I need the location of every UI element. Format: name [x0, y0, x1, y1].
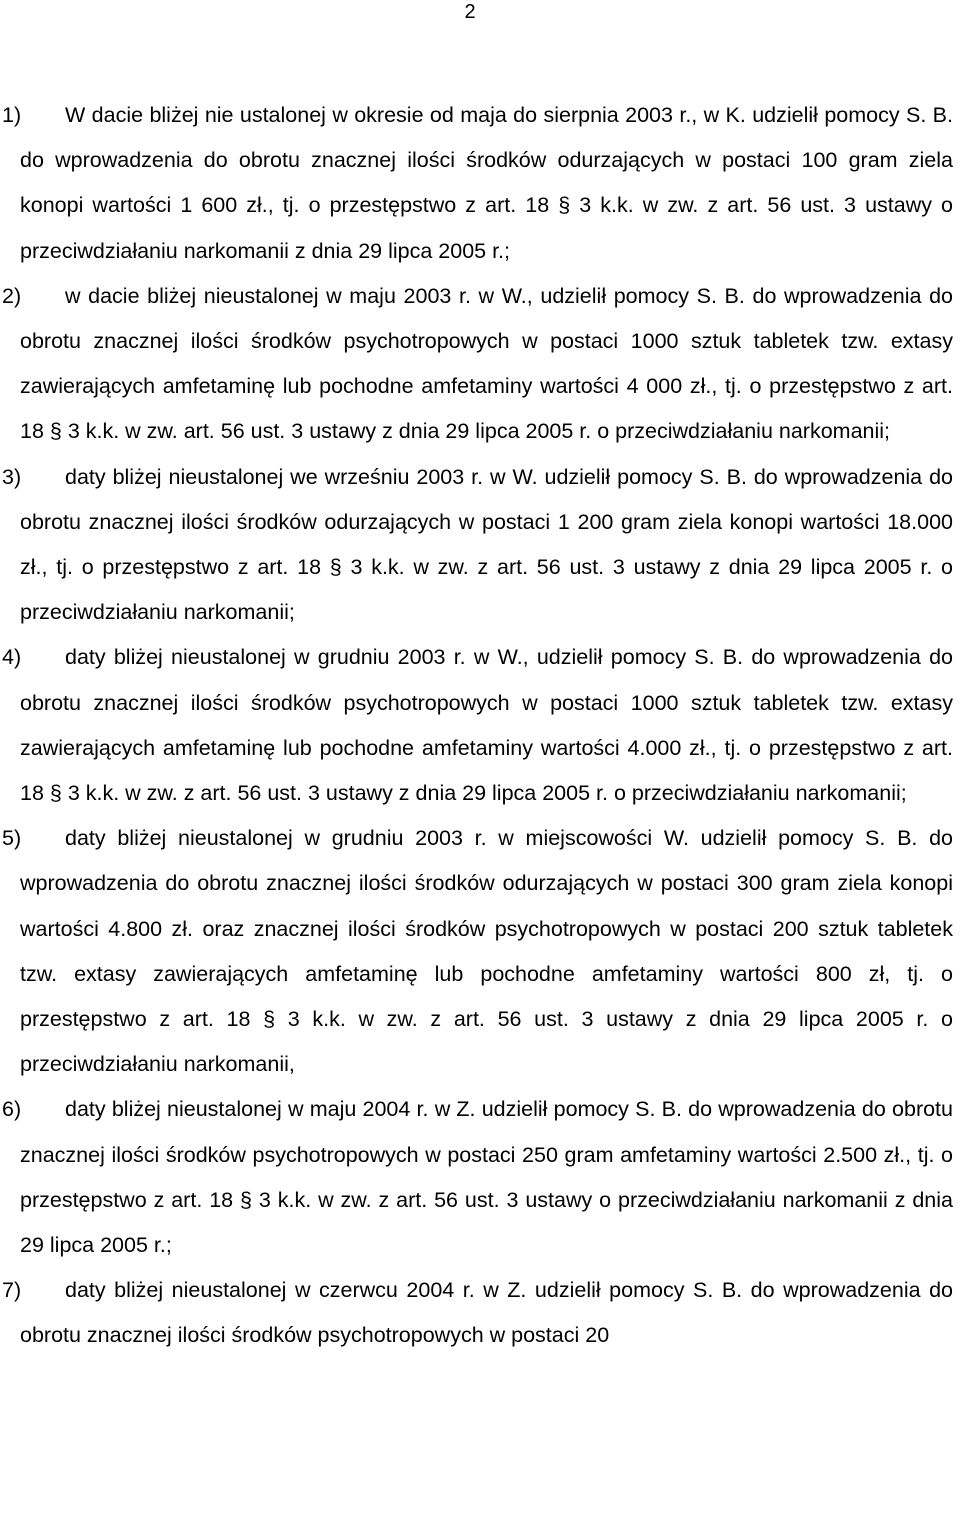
list-item	[2, 1268, 953, 1358]
list-item-text: daty bliżej nieustalonej w grudniu 2003 r. w W., udzielił pomocy S. B. do wprowadzenia do obrotu znacznej ilości środków psychotropowych w postaci 1000 sztuk tabletek tzw. extasy zawierających amfetaminę lub pochodne amfetaminy wartości 4.000 zł., tj. o przestępstwo z art. 18 § 3 k.k. w zw. z art. 56 ust. 3 ustawy z dnia 29 lipca 2005 r. o przeciwdziałaniu narkomanii;	[20, 645, 953, 806]
list-item	[2, 455, 953, 636]
list-item-number: 7)	[2, 1278, 22, 1303]
list-item-number: 6)	[2, 1097, 22, 1122]
list-item-text: daty bliżej nieustalonej w czerwcu 2004 r. w Z. udzielił pomocy S. B. do wprowadzenia do obrotu znacznej ilości środków psychotropowych w postaci 20	[20, 1278, 953, 1348]
page-number: 2	[464, 1, 476, 23]
list-item-text: w dacie bliżej nieustalonej w maju 2003 r. w W., udzielił pomocy S. B. do wprowadzenia do obrotu znacznej ilości środków psychotropowych w postaci 1000 sztuk tabletek tzw. extasy zawierających amfetaminę lub pochodne amfetaminy wartości 4 000 zł., tj. o przestępstwo z art. 18 § 3 k.k. w zw. art. 56 ust. 3 ustawy z dnia 29 lipca 2005 r. o przeciwdziałaniu narkomanii;	[20, 283, 953, 444]
list-item-number: 5)	[2, 826, 22, 851]
list-item	[2, 1087, 953, 1268]
list-item	[2, 635, 953, 816]
list-item-text: daty bliżej nieustalonej w grudniu 2003 r. w miejscowości W. udzielił pomocy S. B. do wprowadzenia do obrotu znacznej ilości środków odurzających w postaci 300 gram ziela konopi wartości 4.800 zł. oraz znacznej ilości środków psychotropowych w postaci 200 sztuk tabletek tzw. extasy zawierających amfetaminę lub pochodne amfetaminy wartości 800 zł, tj. o przestępstwo z art. 18 § 3 k.k. w zw. z art. 56 ust. 3 ustawy z dnia 29 lipca 2005 r. o przeciwdziałaniu narkomanii,	[20, 826, 953, 1077]
list-item-number: 1)	[2, 103, 22, 127]
document-body	[2, 93, 953, 1359]
list-item-number: 4)	[2, 645, 22, 670]
list-item-text: daty bliżej nieustalonej w maju 2004 r. w Z. udzielił pomocy S. B. do wprowadzenia do obrotu znacznej ilości środków psychotropowych w postaci 250 gram amfetaminy wartości 2.500 zł., tj. o przestępstwo z art. 18 § 3 k.k. w zw. z art. 56 ust. 3 ustawy o przeciwdziałaniu narkomanii z dnia 29 lipca 2005 r.;	[20, 1097, 953, 1258]
list-item-number: 2)	[2, 283, 22, 308]
list-item-number: 3)	[2, 464, 22, 489]
list-item	[2, 93, 953, 274]
list-item	[2, 274, 953, 455]
list-item-text: W dacie bliżej nie ustalonej w okresie od maja do sierpnia 2003 r., w K. udzielił pomocy S. B. do wprowadzenia do obrotu znacznej ilości środków odurzających w postaci 100 gram ziela konopi wartości 1 600 zł., tj. o przestępstwo z art. 18 § 3 k.k. w zw. z art. 56 ust. 3 ustawy o przeciwdziałaniu narkomanii z dnia 29 lipca 2005 r.;	[20, 103, 953, 263]
list-item	[2, 816, 953, 1087]
list-item-text: daty bliżej nieustalonej we wrześniu 2003 r. w W. udzielił pomocy S. B. do wprowadzenia do obrotu znacznej ilości środków odurzających w postaci 1 200 gram ziela konopi wartości 18.000 zł., tj. o przestępstwo z art. 18 § 3 k.k. w zw. z art. 56 ust. 3 ustawy z dnia 29 lipca 2005 r. o przeciwdziałaniu narkomanii;	[20, 464, 953, 625]
